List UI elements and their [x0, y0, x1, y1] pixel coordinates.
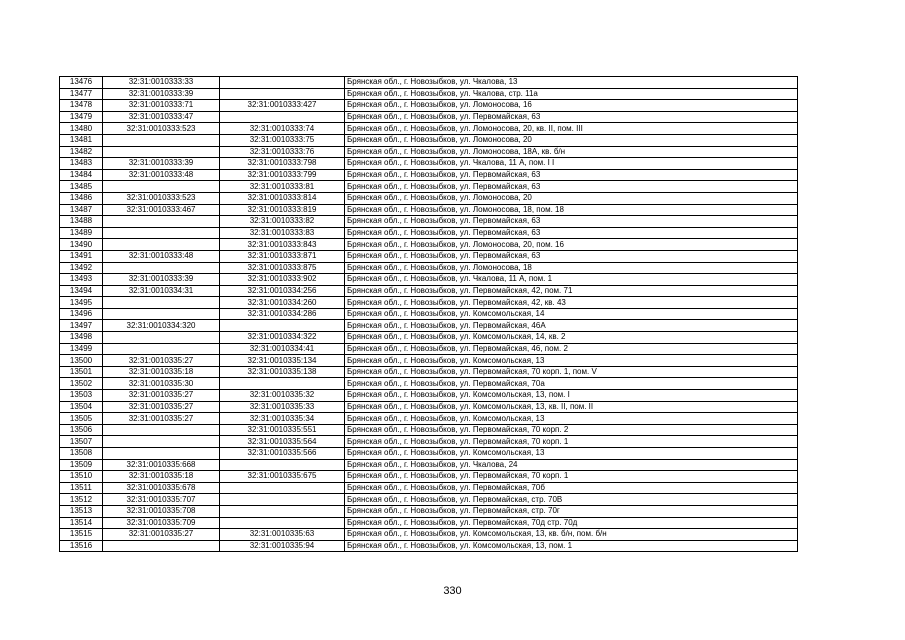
- row-number-cell: 13490: [60, 239, 103, 251]
- row-number-cell: 13496: [60, 308, 103, 320]
- table-row: [60, 123, 798, 135]
- table-row: [60, 250, 798, 262]
- parcel-number-cell: 32:31:0010335:27: [103, 413, 220, 425]
- row-number-cell: 13504: [60, 401, 103, 413]
- table-row: [60, 146, 798, 158]
- address-cell: Брянская обл., г. Новозыбков, ул. Комсомольская, 13, кв. б/н, пом. б/н: [345, 529, 798, 541]
- parcel-number-cell: [103, 540, 220, 552]
- parcel-number-cell: 32:31:0010333:48: [103, 169, 220, 181]
- parcel-number-cell: 32:31:0010335:708: [103, 505, 220, 517]
- row-number-cell: 13478: [60, 100, 103, 112]
- address-cell: Брянская обл., г. Новозыбков, ул. Первомайская, 63: [345, 181, 798, 193]
- row-number-cell: 13501: [60, 366, 103, 378]
- object-number-cell: 32:31:0010334:322: [220, 332, 345, 344]
- table-row: [60, 274, 798, 286]
- parcel-number-cell: [103, 297, 220, 309]
- address-cell: Брянская обл., г. Новозыбков, ул. Первомайская, 42, пом. 71: [345, 285, 798, 297]
- row-number-cell: 13493: [60, 274, 103, 286]
- row-number-cell: 13481: [60, 134, 103, 146]
- address-cell: Брянская обл., г. Новозыбков, ул. Первомайская, 63: [345, 169, 798, 181]
- row-number-cell: 13484: [60, 169, 103, 181]
- parcel-number-cell: 32:31:0010335:30: [103, 378, 220, 390]
- parcel-number-cell: 32:31:0010335:668: [103, 459, 220, 471]
- table-row: [60, 436, 798, 448]
- parcel-number-cell: 32:31:0010333:523: [103, 192, 220, 204]
- object-number-cell: 32:31:0010335:32: [220, 390, 345, 402]
- row-number-cell: 13499: [60, 343, 103, 355]
- address-cell: Брянская обл., г. Новозыбков, ул. Комсомольская, 13, пом. I: [345, 390, 798, 402]
- address-cell: Брянская обл., г. Новозыбков, ул. Комсомольская, 13: [345, 413, 798, 425]
- parcel-number-cell: 32:31:0010333:33: [103, 77, 220, 89]
- object-number-cell: [220, 320, 345, 332]
- table-row: [60, 227, 798, 239]
- table-row: [60, 540, 798, 552]
- row-number-cell: 13502: [60, 378, 103, 390]
- row-number-cell: 13509: [60, 459, 103, 471]
- row-number-cell: 13483: [60, 158, 103, 170]
- row-number-cell: 13486: [60, 192, 103, 204]
- table-row: [60, 424, 798, 436]
- object-number-cell: 32:31:0010333:819: [220, 204, 345, 216]
- address-cell: Брянская обл., г. Новозыбков, ул. Первомайская, 63: [345, 227, 798, 239]
- address-cell: Брянская обл., г. Новозыбков, ул. Первомайская, стр. 70г: [345, 505, 798, 517]
- object-number-cell: 32:31:0010335:34: [220, 413, 345, 425]
- table-row: [60, 529, 798, 541]
- address-cell: Брянская обл., г. Новозыбков, ул. Комсомольская, 14, кв. 2: [345, 332, 798, 344]
- address-cell: Брянская обл., г. Новозыбков, ул. Первомайская, 63: [345, 111, 798, 123]
- address-cell: Брянская обл., г. Новозыбков, ул. Ломоносова, 18, пом. 18: [345, 204, 798, 216]
- address-cell: Брянская обл., г. Новозыбков, ул. Комсомольская, 13, пом. 1: [345, 540, 798, 552]
- object-number-cell: 32:31:0010333:82: [220, 216, 345, 228]
- address-cell: Брянская обл., г. Новозыбков, ул. Чкалова, 24: [345, 459, 798, 471]
- object-number-cell: [220, 459, 345, 471]
- address-cell: Брянская обл., г. Новозыбков, ул. Первомайская, 63: [345, 250, 798, 262]
- row-number-cell: 13503: [60, 390, 103, 402]
- object-number-cell: [220, 505, 345, 517]
- row-number-cell: 13480: [60, 123, 103, 135]
- row-number-cell: 13479: [60, 111, 103, 123]
- parcel-number-cell: [103, 262, 220, 274]
- table-row: [60, 378, 798, 390]
- row-number-cell: 13516: [60, 540, 103, 552]
- parcel-number-cell: [103, 424, 220, 436]
- address-cell: Брянская обл., г. Новозыбков, ул. Первомайская, 70 корп. 1: [345, 436, 798, 448]
- address-cell: Брянская обл., г. Новозыбков, ул. Чкалова, стр. 11а: [345, 88, 798, 100]
- object-number-cell: 32:31:0010334:286: [220, 308, 345, 320]
- object-number-cell: 32:31:0010333:871: [220, 250, 345, 262]
- table-row: [60, 343, 798, 355]
- object-number-cell: 32:31:0010333:83: [220, 227, 345, 239]
- parcel-number-cell: [103, 436, 220, 448]
- object-number-cell: 32:31:0010333:74: [220, 123, 345, 135]
- object-number-cell: [220, 77, 345, 89]
- parcel-number-cell: 32:31:0010334:320: [103, 320, 220, 332]
- table-row: [60, 262, 798, 274]
- address-cell: Брянская обл., г. Новозыбков, ул. Ломоносова, 20: [345, 192, 798, 204]
- object-number-cell: 32:31:0010335:566: [220, 448, 345, 460]
- row-number-cell: 13508: [60, 448, 103, 460]
- address-cell: Брянская обл., г. Новозыбков, ул. Первомайская, 42, кв. 43: [345, 297, 798, 309]
- address-cell: Брянская обл., г. Новозыбков, ул. Чкалова, 13: [345, 77, 798, 89]
- table-row: [60, 216, 798, 228]
- address-cell: Брянская обл., г. Новозыбков, ул. Первомайская, стр. 70В: [345, 494, 798, 506]
- address-cell: Брянская обл., г. Новозыбков, ул. Ломоносова, 18А, кв. б/н: [345, 146, 798, 158]
- parcel-number-cell: [103, 216, 220, 228]
- row-number-cell: 13482: [60, 146, 103, 158]
- table-row: [60, 169, 798, 181]
- table-row: [60, 355, 798, 367]
- row-number-cell: 13495: [60, 297, 103, 309]
- parcel-number-cell: 32:31:0010335:27: [103, 401, 220, 413]
- table-row: [60, 158, 798, 170]
- object-number-cell: 32:31:0010334:256: [220, 285, 345, 297]
- address-cell: Брянская обл., г. Новозыбков, ул. Чкалова, 11 А, пом. 1: [345, 274, 798, 286]
- parcel-number-cell: 32:31:0010335:709: [103, 517, 220, 529]
- address-cell: Брянская обл., г. Новозыбков, ул. Ломоносова, 16: [345, 100, 798, 112]
- parcel-number-cell: 32:31:0010333:39: [103, 88, 220, 100]
- object-number-cell: 32:31:0010333:814: [220, 192, 345, 204]
- table-row: [60, 413, 798, 425]
- table-row: [60, 459, 798, 471]
- object-number-cell: 32:31:0010335:134: [220, 355, 345, 367]
- object-number-cell: [220, 378, 345, 390]
- row-number-cell: 13491: [60, 250, 103, 262]
- object-number-cell: 32:31:0010333:843: [220, 239, 345, 251]
- parcel-number-cell: 32:31:0010335:27: [103, 529, 220, 541]
- table-row: [60, 88, 798, 100]
- parcel-number-cell: 32:31:0010335:27: [103, 390, 220, 402]
- row-number-cell: 13477: [60, 88, 103, 100]
- parcel-number-cell: 32:31:0010335:707: [103, 494, 220, 506]
- object-number-cell: 32:31:0010335:138: [220, 366, 345, 378]
- object-number-cell: [220, 88, 345, 100]
- parcel-number-cell: 32:31:0010333:48: [103, 250, 220, 262]
- parcel-number-cell: [103, 146, 220, 158]
- parcel-number-cell: [103, 343, 220, 355]
- address-cell: Брянская обл., г. Новозыбков, ул. Первомайская, 70 корп. 1, пом. V: [345, 366, 798, 378]
- object-number-cell: 32:31:0010334:41: [220, 343, 345, 355]
- address-cell: Брянская обл., г. Новозыбков, ул. Ломоносова, 20: [345, 134, 798, 146]
- address-cell: Брянская обл., г. Новозыбков, ул. Первомайская, 70д стр. 70д: [345, 517, 798, 529]
- parcel-number-cell: 32:31:0010335:18: [103, 471, 220, 483]
- table-row: [60, 448, 798, 460]
- object-number-cell: [220, 111, 345, 123]
- table-row: [60, 285, 798, 297]
- address-cell: Брянская обл., г. Новозыбков, ул. Первомайская, 46, пом. 2: [345, 343, 798, 355]
- row-number-cell: 13494: [60, 285, 103, 297]
- parcel-number-cell: 32:31:0010335:678: [103, 482, 220, 494]
- object-number-cell: 32:31:0010335:33: [220, 401, 345, 413]
- row-number-cell: 13506: [60, 424, 103, 436]
- table-row: [60, 77, 798, 89]
- address-cell: Брянская обл., г. Новозыбков, ул. Комсомольская, 14: [345, 308, 798, 320]
- row-number-cell: 13489: [60, 227, 103, 239]
- parcel-number-cell: [103, 134, 220, 146]
- parcel-number-cell: 32:31:0010333:39: [103, 158, 220, 170]
- row-number-cell: 13500: [60, 355, 103, 367]
- table-row: [60, 239, 798, 251]
- address-cell: Брянская обл., г. Новозыбков, ул. Ломоносова, 18: [345, 262, 798, 274]
- object-number-cell: 32:31:0010333:799: [220, 169, 345, 181]
- row-number-cell: 13485: [60, 181, 103, 193]
- parcel-number-cell: [103, 227, 220, 239]
- table-row: [60, 494, 798, 506]
- parcel-number-cell: [103, 308, 220, 320]
- object-number-cell: [220, 494, 345, 506]
- row-number-cell: 13515: [60, 529, 103, 541]
- address-cell: Брянская обл., г. Новозыбков, ул. Первомайская, 70 корп. 2: [345, 424, 798, 436]
- parcel-number-cell: 32:31:0010335:18: [103, 366, 220, 378]
- table-row: [60, 192, 798, 204]
- table-row: [60, 401, 798, 413]
- table-row: [60, 297, 798, 309]
- address-cell: Брянская обл., г. Новозыбков, ул. Комсомольская, 13, кв. II, пом. II: [345, 401, 798, 413]
- object-number-cell: 32:31:0010333:902: [220, 274, 345, 286]
- table-body: [60, 77, 798, 552]
- table-row: [60, 134, 798, 146]
- address-cell: Брянская обл., г. Новозыбков, ул. Первомайская, 70б: [345, 482, 798, 494]
- table-row: [60, 366, 798, 378]
- object-number-cell: [220, 517, 345, 529]
- address-cell: Брянская обл., г. Новозыбков, ул. Комсомольская, 13: [345, 355, 798, 367]
- object-number-cell: 32:31:0010333:76: [220, 146, 345, 158]
- object-number-cell: 32:31:0010333:75: [220, 134, 345, 146]
- row-number-cell: 13511: [60, 482, 103, 494]
- parcel-number-cell: 32:31:0010333:39: [103, 274, 220, 286]
- parcel-number-cell: 32:31:0010335:27: [103, 355, 220, 367]
- parcel-number-cell: 32:31:0010333:467: [103, 204, 220, 216]
- object-number-cell: 32:31:0010333:798: [220, 158, 345, 170]
- address-cell: Брянская обл., г. Новозыбков, ул. Первомайская, 46А: [345, 320, 798, 332]
- object-number-cell: 32:31:0010334:260: [220, 297, 345, 309]
- parcel-number-cell: [103, 239, 220, 251]
- parcel-number-cell: 32:31:0010333:523: [103, 123, 220, 135]
- object-number-cell: 32:31:0010335:564: [220, 436, 345, 448]
- row-number-cell: 13512: [60, 494, 103, 506]
- table-row: [60, 204, 798, 216]
- table-row: [60, 100, 798, 112]
- object-number-cell: 32:31:0010333:81: [220, 181, 345, 193]
- parcel-number-cell: 32:31:0010334:31: [103, 285, 220, 297]
- row-number-cell: 13514: [60, 517, 103, 529]
- table-row: [60, 308, 798, 320]
- table-row: [60, 517, 798, 529]
- address-cell: Брянская обл., г. Новозыбков, ул. Первомайская, 70 корп. 1: [345, 471, 798, 483]
- object-number-cell: 32:31:0010335:94: [220, 540, 345, 552]
- table-row: [60, 111, 798, 123]
- object-number-cell: 32:31:0010333:875: [220, 262, 345, 274]
- row-number-cell: 13492: [60, 262, 103, 274]
- address-cell: Брянская обл., г. Новозыбков, ул. Комсомольская, 13: [345, 448, 798, 460]
- row-number-cell: 13476: [60, 77, 103, 89]
- address-cell: Брянская обл., г. Новозыбков, ул. Ломоносова, 20, кв. II, пом. III: [345, 123, 798, 135]
- table-row: [60, 505, 798, 517]
- parcel-number-cell: 32:31:0010333:71: [103, 100, 220, 112]
- address-cell: Брянская обл., г. Новозыбков, ул. Первомайская, 63: [345, 216, 798, 228]
- row-number-cell: 13487: [60, 204, 103, 216]
- table-row: [60, 390, 798, 402]
- row-number-cell: 13497: [60, 320, 103, 332]
- page-number: 330: [443, 585, 462, 597]
- parcel-number-cell: 32:31:0010333:47: [103, 111, 220, 123]
- row-number-cell: 13498: [60, 332, 103, 344]
- address-cell: Брянская обл., г. Новозыбков, ул. Первомайская, 70а: [345, 378, 798, 390]
- parcel-number-cell: [103, 448, 220, 460]
- row-number-cell: 13513: [60, 505, 103, 517]
- table-row: [60, 320, 798, 332]
- address-cell: Брянская обл., г. Новозыбков, ул. Ломоносова, 20, пом. 16: [345, 239, 798, 251]
- table-row: [60, 332, 798, 344]
- table-row: [60, 482, 798, 494]
- object-number-cell: 32:31:0010335:63: [220, 529, 345, 541]
- parcel-number-cell: [103, 332, 220, 344]
- row-number-cell: 13507: [60, 436, 103, 448]
- object-number-cell: [220, 482, 345, 494]
- parcel-number-cell: [103, 181, 220, 193]
- address-cell: Брянская обл., г. Новозыбков, ул. Чкалова, 11 А, пом. I I: [345, 158, 798, 170]
- object-number-cell: 32:31:0010335:675: [220, 471, 345, 483]
- row-number-cell: 13488: [60, 216, 103, 228]
- property-register-table: [59, 76, 798, 552]
- object-number-cell: 32:31:0010335:551: [220, 424, 345, 436]
- row-number-cell: 13505: [60, 413, 103, 425]
- table-row: [60, 181, 798, 193]
- table-row: [60, 471, 798, 483]
- object-number-cell: 32:31:0010333:427: [220, 100, 345, 112]
- row-number-cell: 13510: [60, 471, 103, 483]
